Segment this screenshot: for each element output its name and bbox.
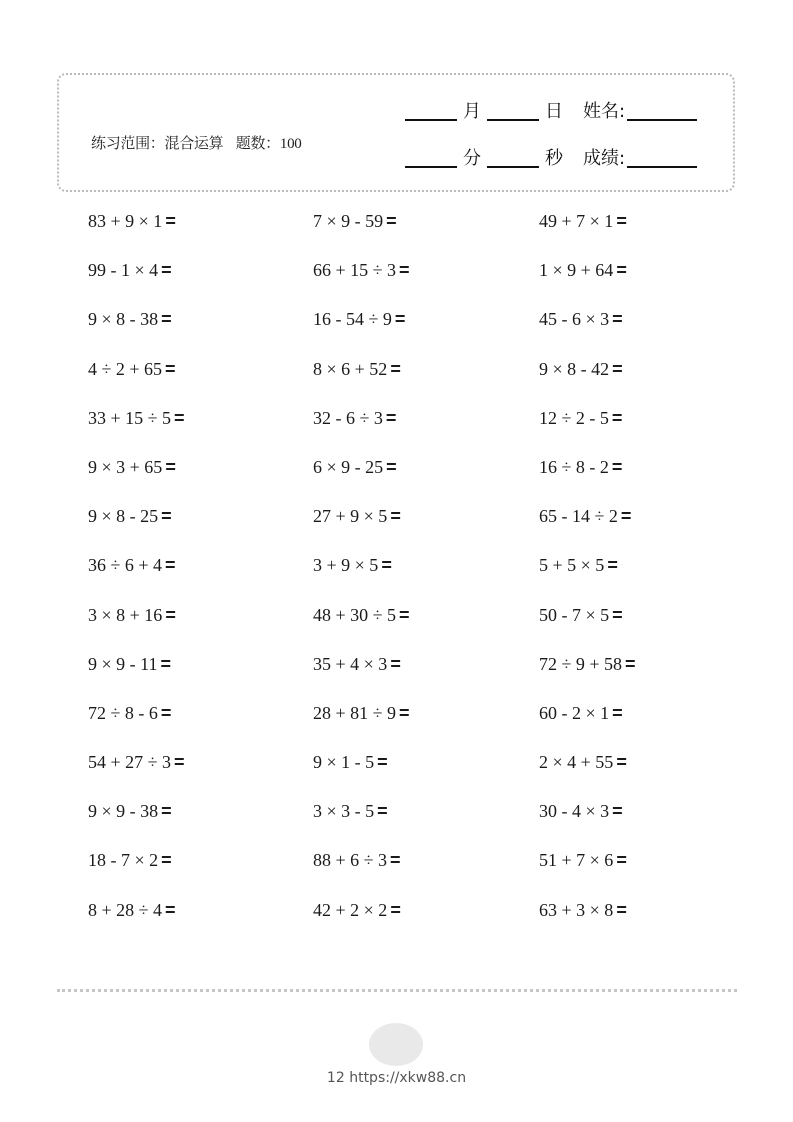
count-label: 题数：: [235, 134, 280, 152]
problem-expression: 9 × 9 - 38: [88, 801, 159, 822]
problem-expression: 72 ÷ 8 - 6: [88, 702, 158, 723]
problem-row: [88, 797, 728, 846]
problem-expression: 3 × 8 + 16: [88, 604, 163, 625]
problem-expression: 88 + 6 ÷ 3: [313, 850, 388, 871]
equals-sign: =: [616, 260, 627, 281]
problem-item: [313, 256, 410, 284]
score-label: 成绩:: [583, 148, 626, 169]
problem-item: [313, 601, 410, 629]
problem-item: [313, 502, 401, 530]
equals-sign: =: [174, 407, 185, 428]
problem-expression: 9 × 3 + 65: [88, 456, 163, 477]
problem-grid: [88, 207, 728, 945]
problem-expression: 99 - 1 × 4: [88, 260, 159, 281]
problem-item: [88, 601, 176, 629]
problem-item: [88, 404, 185, 432]
problem-row: [88, 601, 728, 650]
date-name-row: [405, 99, 697, 125]
problem-item: [88, 453, 176, 481]
problem-item: [88, 207, 176, 235]
problem-expression: 51 + 7 × 6: [539, 850, 614, 871]
equals-sign: =: [620, 506, 632, 527]
problem-item: [313, 404, 396, 432]
equals-sign: =: [612, 309, 623, 330]
page-badge: [369, 1023, 423, 1066]
equals-sign: =: [161, 309, 172, 330]
equals-sign: =: [160, 653, 171, 674]
problem-expression: 16 - 54 ÷ 9: [313, 309, 392, 330]
equals-sign: =: [161, 850, 172, 871]
equals-sign: =: [616, 850, 627, 871]
problem-expression: 83 + 9 × 1: [88, 211, 163, 231]
problem-row: [88, 502, 728, 551]
problem-item: [539, 650, 636, 678]
worksheet-header: [57, 73, 735, 192]
problem-expression: 60 - 2 × 1: [539, 702, 610, 723]
problem-expression: 12 ÷ 2 - 5: [539, 407, 609, 428]
problem-expression: 2 × 4 + 55: [539, 752, 614, 773]
problem-row: [88, 355, 728, 404]
problem-item: [88, 699, 171, 727]
problem-expression: 36 ÷ 6 + 4: [88, 555, 163, 576]
equals-sign: =: [612, 702, 623, 723]
month-label: 月: [463, 101, 481, 122]
problem-expression: 42 + 2 × 2: [313, 899, 388, 920]
problem-item: [88, 748, 185, 776]
equals-sign: =: [612, 358, 623, 379]
problem-item: [539, 404, 622, 432]
problem-item: [539, 846, 627, 874]
problem-expression: 66 + 15 ÷ 3: [313, 260, 397, 281]
problem-item: [539, 601, 623, 629]
problem-row: [88, 650, 728, 699]
equals-sign: =: [625, 653, 636, 674]
problem-expression: 1 × 9 + 64: [539, 260, 614, 281]
problem-expression: 18 - 7 × 2: [88, 850, 159, 871]
problem-item: [539, 355, 623, 383]
equals-sign: =: [390, 653, 401, 674]
problem-expression: 33 + 15 ÷ 5: [88, 407, 172, 428]
problem-item: [88, 846, 172, 874]
minutes-label: 分: [463, 148, 481, 169]
day-blank[interactable]: [487, 99, 539, 121]
equals-sign: =: [377, 752, 388, 773]
problem-row: [88, 846, 728, 895]
equals-sign: =: [612, 604, 623, 625]
equals-sign: =: [390, 899, 401, 920]
problem-item: [313, 896, 401, 924]
problem-item: [88, 551, 176, 579]
problem-item: [313, 797, 388, 825]
problem-item: [88, 355, 176, 383]
equals-sign: =: [616, 752, 627, 773]
problem-item: [539, 896, 627, 924]
problem-expression: 9 × 1 - 5: [313, 752, 375, 773]
equals-sign: =: [161, 801, 172, 822]
score-blank[interactable]: [627, 146, 697, 168]
problem-expression: 27 + 9 × 5: [313, 506, 388, 527]
problem-item: [539, 748, 627, 776]
problem-item: [539, 797, 623, 825]
problem-item: [313, 305, 405, 333]
equals-sign: =: [161, 260, 172, 281]
problem-item: [313, 207, 397, 235]
problem-item: [88, 502, 172, 530]
problem-expression: 9 × 8 - 42: [539, 358, 610, 379]
scope-label: 练习范围：混合运算: [91, 134, 224, 152]
equals-sign: =: [390, 506, 401, 527]
problem-item: [539, 453, 622, 481]
problem-row: [88, 896, 728, 945]
equals-sign: =: [616, 211, 627, 231]
equals-sign: =: [611, 407, 623, 428]
problem-row: [88, 305, 728, 354]
problem-item: [88, 896, 176, 924]
equals-sign: =: [611, 456, 623, 477]
equals-sign: =: [165, 211, 176, 231]
equals-sign: =: [607, 555, 618, 576]
problem-row: [88, 453, 728, 502]
problem-expression: 72 ÷ 9 + 58: [539, 653, 623, 674]
seconds-label: 秒: [545, 148, 563, 169]
page-footer: [0, 1070, 793, 1086]
source-url: https://xkw88.cn: [349, 1070, 467, 1086]
problem-item: [88, 305, 172, 333]
equals-sign: =: [390, 358, 401, 379]
equals-sign: =: [165, 899, 176, 920]
equals-sign: =: [165, 358, 176, 379]
problem-expression: 45 - 6 × 3: [539, 309, 610, 330]
problem-item: [313, 650, 401, 678]
problem-item: [88, 256, 172, 284]
equals-sign: =: [377, 801, 388, 822]
problem-item: [88, 650, 171, 678]
equals-sign: =: [390, 850, 401, 871]
equals-sign: =: [386, 456, 397, 477]
seconds-blank[interactable]: [487, 146, 539, 168]
problem-row: [88, 748, 728, 797]
problem-expression: 9 × 8 - 25: [88, 506, 159, 527]
name-blank[interactable]: [627, 99, 697, 121]
equals-sign: =: [399, 702, 410, 723]
problem-item: [539, 551, 618, 579]
problem-expression: 16 ÷ 8 - 2: [539, 456, 609, 477]
equals-sign: =: [612, 801, 623, 822]
problem-item: [313, 355, 401, 383]
problem-expression: 8 + 28 ÷ 4: [88, 899, 163, 920]
problem-row: [88, 699, 728, 748]
equals-sign: =: [399, 604, 410, 625]
problem-expression: 5 + 5 × 5: [539, 555, 605, 576]
problem-item: [313, 453, 397, 481]
problem-expression: 9 × 9 - 11: [88, 653, 158, 674]
problem-item: [539, 305, 623, 333]
equals-sign: =: [385, 407, 397, 428]
practice-scope: [91, 132, 302, 153]
problem-item: [313, 551, 392, 579]
problem-expression: 35 + 4 × 3: [313, 653, 388, 674]
equals-sign: =: [386, 211, 397, 231]
problem-item: [313, 846, 401, 874]
day-label: 日: [545, 101, 563, 122]
problem-expression: 49 + 7 × 1: [539, 211, 614, 231]
footer-divider: [57, 989, 737, 992]
time-score-row: [405, 146, 697, 172]
minutes-blank[interactable]: [405, 146, 457, 168]
equals-sign: =: [394, 309, 406, 330]
problem-row: [88, 404, 728, 453]
problem-expression: 50 - 7 × 5: [539, 604, 610, 625]
problem-expression: 4 ÷ 2 + 65: [88, 358, 163, 379]
problem-expression: 7 × 9 - 59: [313, 211, 384, 231]
problem-row: [88, 207, 728, 256]
count-value: 100: [279, 136, 302, 152]
equals-sign: =: [381, 555, 392, 576]
problem-row: [88, 256, 728, 305]
equals-sign: =: [161, 506, 172, 527]
problem-expression: 32 - 6 ÷ 3: [313, 407, 383, 428]
equals-sign: =: [165, 555, 176, 576]
equals-sign: =: [160, 702, 172, 723]
problem-expression: 48 + 30 ÷ 5: [313, 604, 397, 625]
problem-item: [539, 502, 631, 530]
problem-expression: 9 × 8 - 38: [88, 309, 159, 330]
problem-expression: 54 + 27 ÷ 3: [88, 752, 172, 773]
equals-sign: =: [399, 260, 410, 281]
equals-sign: =: [174, 752, 185, 773]
problem-expression: 30 - 4 × 3: [539, 801, 610, 822]
problem-item: [88, 797, 172, 825]
page-number: 12: [326, 1070, 345, 1086]
month-blank[interactable]: [405, 99, 457, 121]
problem-item: [313, 699, 410, 727]
problem-item: [313, 748, 388, 776]
problem-expression: 3 × 3 - 5: [313, 801, 375, 822]
problem-expression: 65 - 14 ÷ 2: [539, 506, 618, 527]
problem-item: [539, 207, 627, 235]
equals-sign: =: [165, 456, 176, 477]
equals-sign: =: [165, 604, 176, 625]
problem-expression: 6 × 9 - 25: [313, 456, 384, 477]
problem-expression: 63 + 3 × 8: [539, 899, 614, 920]
problem-item: [539, 699, 623, 727]
equals-sign: =: [616, 899, 627, 920]
problem-item: [539, 256, 627, 284]
problem-expression: 8 × 6 + 52: [313, 358, 388, 379]
problem-expression: 28 + 81 ÷ 9: [313, 702, 397, 723]
problem-expression: 3 + 9 × 5: [313, 555, 379, 576]
name-label: 姓名:: [583, 101, 626, 122]
problem-row: [88, 551, 728, 600]
